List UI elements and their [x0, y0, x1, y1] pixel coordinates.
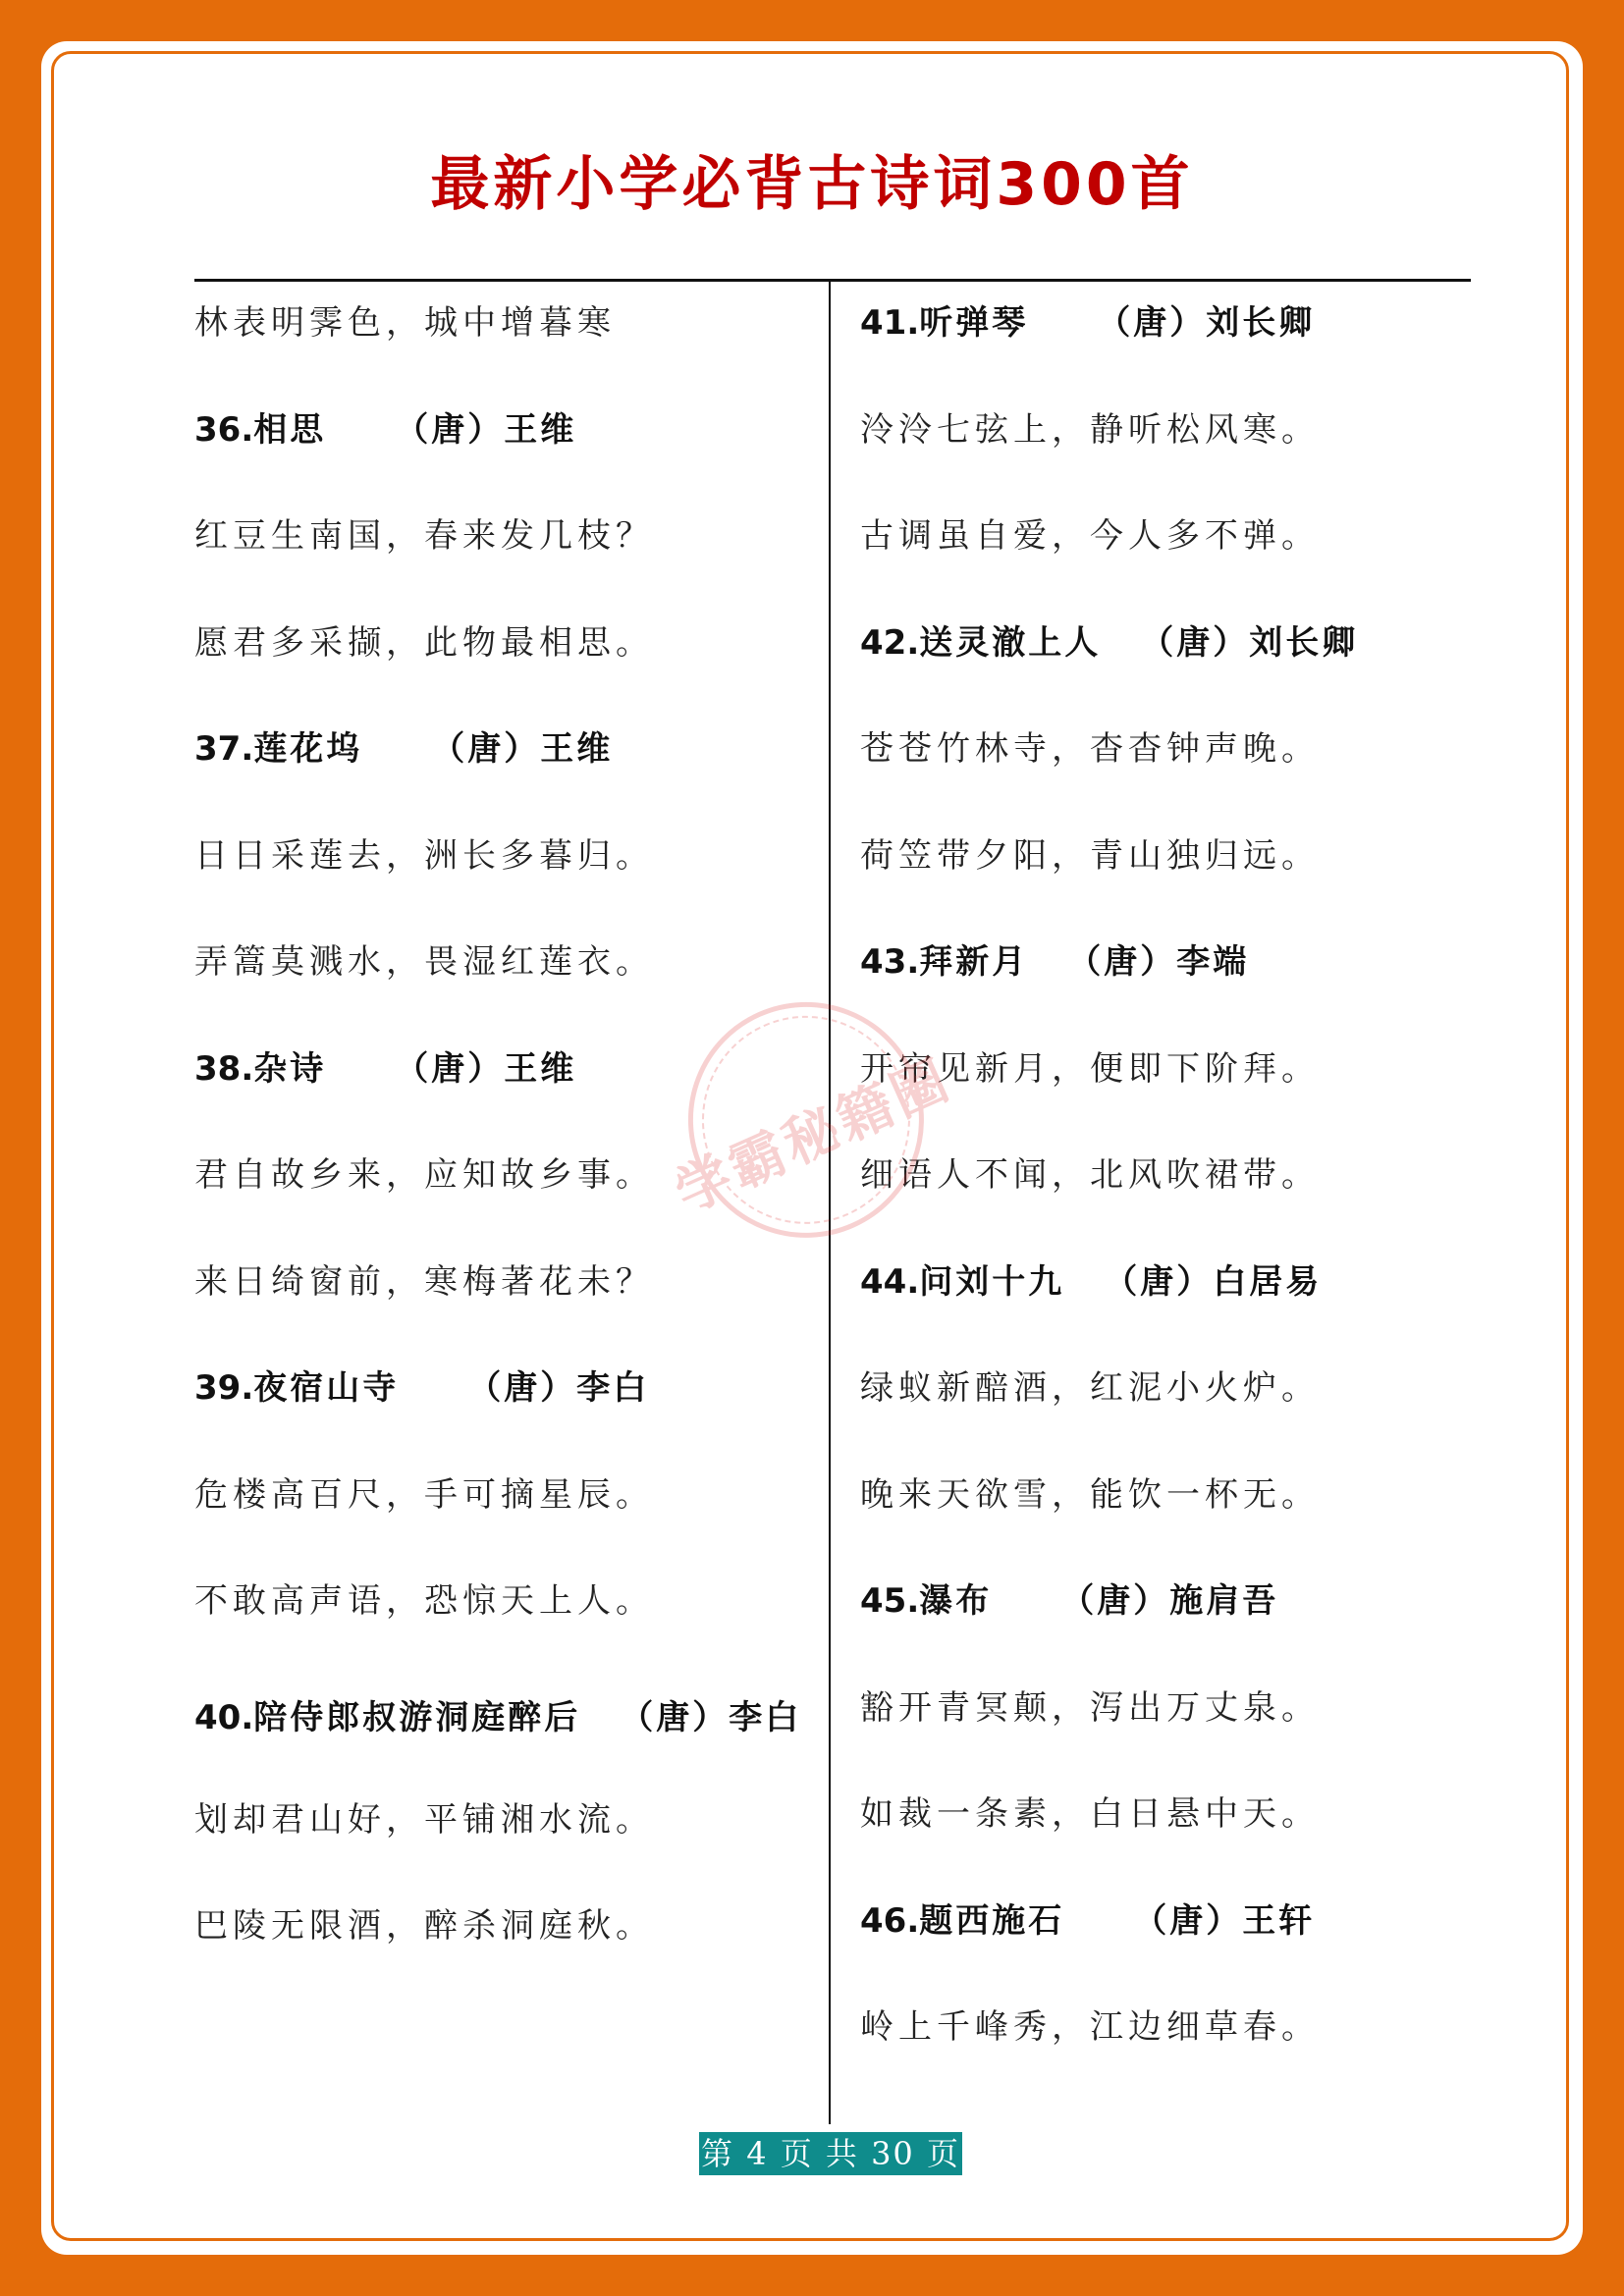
- poem-heading: [860, 1250, 1469, 1357]
- poem-title: 瀑布: [919, 1581, 993, 1621]
- poem-line: 来日绮窗前，寒梅著花未？: [194, 1261, 654, 1302]
- poem-number: 36.: [194, 409, 254, 450]
- poem-line: 细语人不闻，北风吹裙带。: [860, 1155, 1320, 1195]
- poem-title: 莲花坞: [253, 729, 363, 769]
- poem-number: 42.: [860, 622, 920, 663]
- page-title: 最新小学必背古诗词300首: [430, 150, 1194, 219]
- poem-number: 45.: [860, 1581, 920, 1621]
- poem-heading: [194, 1356, 813, 1463]
- poem-line: 泠泠七弦上，静听松风寒。: [860, 409, 1320, 450]
- poem-author: （唐）王维: [395, 409, 577, 450]
- poem-heading: [860, 1889, 1469, 1996]
- poem-author: （唐）刘长卿: [1097, 303, 1316, 343]
- right-column: [860, 291, 1469, 2102]
- poem-line: 君自故乡来，应知故乡事。: [194, 1155, 654, 1195]
- poem-line: 不敢高声语，恐惊天上人。: [194, 1581, 654, 1621]
- page-indicator: 第 4 页 共 30 页: [699, 2132, 962, 2175]
- poem-title: 相思: [253, 409, 327, 450]
- poem-heading: [194, 1037, 813, 1144]
- poem-line: 荷笠带夕阳，青山独归远。: [860, 835, 1320, 876]
- poem-line: 开帘见新月，便即下阶拜。: [860, 1048, 1320, 1089]
- poem-author: （唐）李白: [467, 1368, 650, 1408]
- poem-line: 弄篙莫溅水，畏湿红莲衣。: [194, 942, 654, 982]
- poem-line: 划却君山好，平铺湘水流。: [194, 1799, 654, 1840]
- poem-title: 问刘十九: [919, 1261, 1065, 1302]
- poem-line: 如裁一条素，白日悬中天。: [860, 1794, 1320, 1834]
- poem-line: 愿君多采撷，此物最相思。: [194, 622, 654, 663]
- poem-line: 日日采莲去，洲长多暮归。: [194, 835, 654, 876]
- poem-number: 39.: [194, 1368, 254, 1408]
- poem-author: （唐）施肩吾: [1060, 1581, 1279, 1621]
- poem-author: （唐）白居易: [1104, 1261, 1323, 1302]
- poem-title: 拜新月: [919, 942, 1029, 982]
- poem-author: （唐）李端: [1067, 942, 1250, 982]
- poem-heading: [860, 1569, 1469, 1676]
- poem-author: （唐）王维: [395, 1048, 577, 1089]
- poem-heading: [194, 717, 813, 824]
- column-divider: [829, 279, 831, 2124]
- poem-author: （唐）王维: [431, 729, 614, 769]
- poem-number: 38.: [194, 1048, 254, 1089]
- poem-line: 苍苍竹林寺，杳杳钟声晚。: [860, 729, 1320, 769]
- watermark-text: 学霸秘籍圈: [666, 1047, 961, 1226]
- poem-line: 危楼高百尺，手可摘星辰。: [194, 1474, 654, 1515]
- poem-heading: [860, 291, 1469, 398]
- poem-line: 古调虽自爱，今人多不弹。: [860, 516, 1320, 556]
- poem-line: 巴陵无限酒，醉杀洞庭秋。: [194, 1906, 654, 1946]
- poem-line: 岭上千峰秀，江边细草春。: [860, 2007, 1320, 2047]
- poem-number: 37.: [194, 729, 254, 769]
- poem-number: 40.: [194, 1697, 254, 1737]
- poem-line: 林表明霁色，城中增暮寒: [194, 303, 616, 343]
- poem-title: 陪侍郎叔游洞庭醉后: [253, 1697, 581, 1737]
- poem-title: 夜宿山寺: [253, 1368, 400, 1408]
- poem-line: 绿蚁新醅酒，红泥小火炉。: [860, 1368, 1320, 1408]
- poem-line: 红豆生南国，春来发几枝？: [194, 516, 654, 556]
- poem-line: 豁开青冥颠，泻出万丈泉。: [860, 1687, 1320, 1728]
- poem-title: 题西施石: [919, 1900, 1065, 1941]
- poem-heading: [194, 398, 813, 505]
- poem-heading: [860, 611, 1469, 718]
- poem-line: 晚来天欲雪，能饮一杯无。: [860, 1474, 1320, 1515]
- poem-heading: [194, 1676, 813, 1760]
- poem-author: （唐）王轩: [1133, 1900, 1316, 1941]
- poem-title: 听弹琴: [919, 303, 1029, 343]
- left-column: [194, 291, 813, 2001]
- poem-number: 43.: [860, 942, 920, 982]
- poem-number: 46.: [860, 1900, 920, 1941]
- poem-heading: [860, 930, 1469, 1037]
- poem-title: 杂诗: [253, 1048, 327, 1089]
- poem-number: 41.: [860, 303, 920, 343]
- poem-author: （唐）李白: [620, 1697, 802, 1737]
- poem-author: （唐）刘长卿: [1140, 622, 1359, 663]
- poem-number: 44.: [860, 1261, 920, 1302]
- title-rule: [194, 279, 1471, 282]
- poem-title: 送灵澈上人: [919, 622, 1102, 663]
